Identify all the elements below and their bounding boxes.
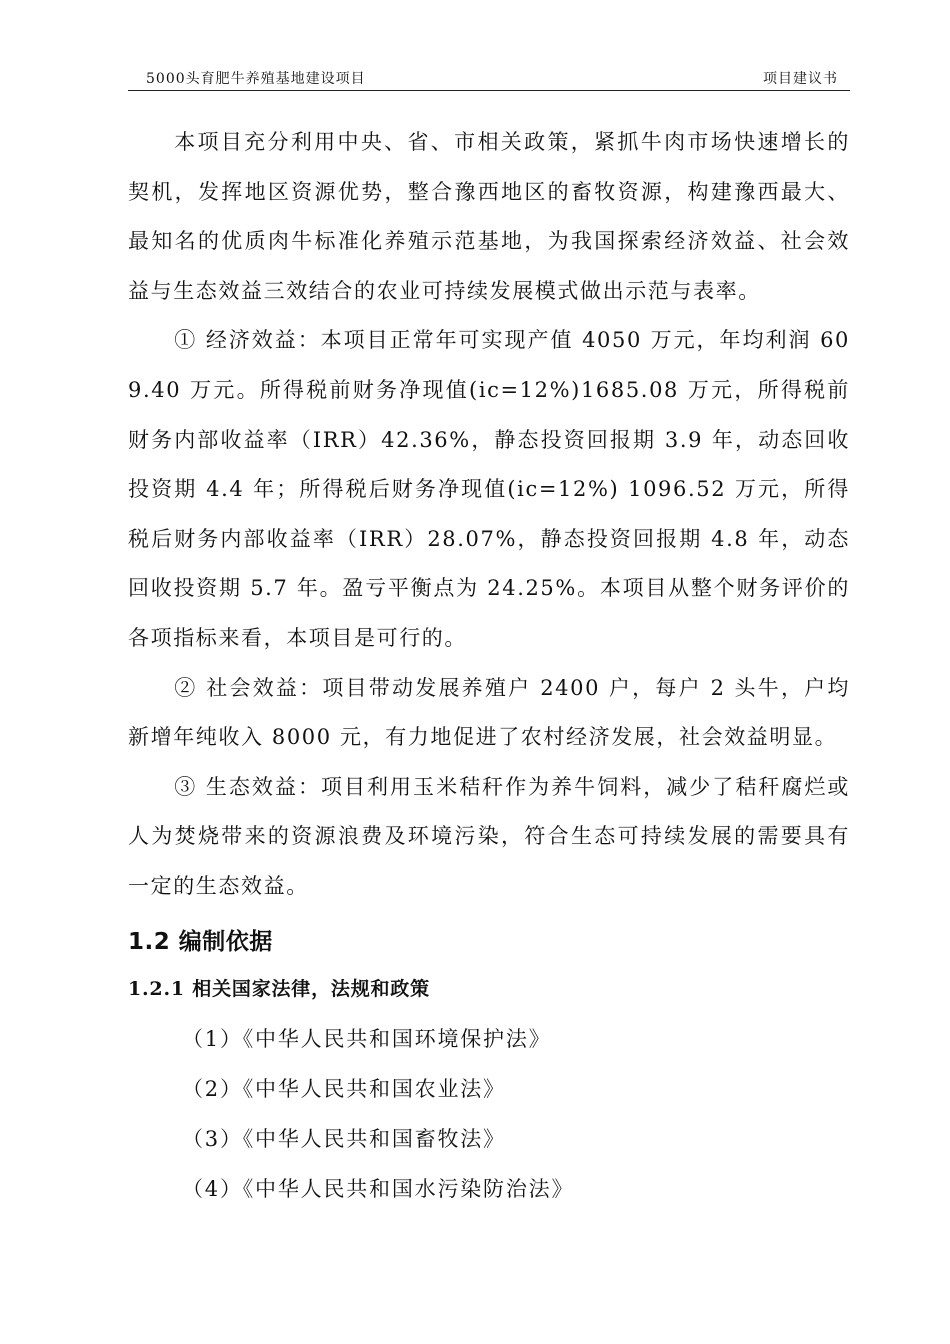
ecological-benefit-paragraph: ③ 生态效益：项目利用玉米秸秆作为养牛饲料，减少了秸秆腐烂或人为焚烧带来的资源浪费及环境污染，符合生态可持续发展的需要具有一定的生态效益。 [128, 774, 850, 898]
list-item: （3）《中华人民共和国畜牧法》 [182, 1126, 506, 1151]
intro-paragraph: 本项目充分利用中央、省、市相关政策，紧抓牛肉市场快速增长的契机，发挥地区资源优势，整合豫西地区的畜牧资源，构建豫西最大、最知名的优质肉牛标准化养殖示范基地，为我国探索经济效益、社会效益与生态效益三效结合的农业可持续发展模式做出示范与表率。 [128, 130, 850, 303]
section-heading: 1.2 编制依据 [128, 928, 273, 955]
social-benefit-paragraph: ② 社会效益：项目带动发展养殖户 2400 户，每户 2 头牛，户均新增年纯收入 8000 元，有力地促进了农村经济发展，社会效益明显。 [128, 675, 850, 750]
subsection-heading: 1.2.1 相关国家法律，法规和政策 [128, 977, 430, 1000]
list-item: （4）《中华人民共和国水污染防治法》 [182, 1176, 575, 1201]
law-list [128, 1014, 850, 1214]
economic-benefit-paragraph: ① 经济效益：本项目正常年可实现产值 4050 万元，年均利润 609.40 万元。所得税前财务净现值(ic=12%)1685.08 万元，所得税前财务内部收益率（IRR）42.36%，静态投资回报期 3.9 年，动态回收投资期 4.4 年；所得税后财务净现值(ic=12%) 1096.52 万元，所得税后财务内部收益率（IRR）28.07%，静态投资回报期 4.8 年，动态回收投资期 5.7 年。盈亏平衡点为 24.25%。本项目从整个财务评价的各项指标来看，本项目是可行的。 [128, 328, 850, 650]
page-header [128, 66, 850, 91]
list-item: （2）《中华人民共和国农业法》 [182, 1076, 506, 1101]
list-item: （1）《中华人民共和国环境保护法》 [182, 1026, 552, 1051]
header-project-title: 5000头育肥牛养殖基地建设项目 [146, 71, 366, 87]
header-document-type: 项目建议书 [763, 71, 838, 87]
document-body [128, 118, 850, 1214]
